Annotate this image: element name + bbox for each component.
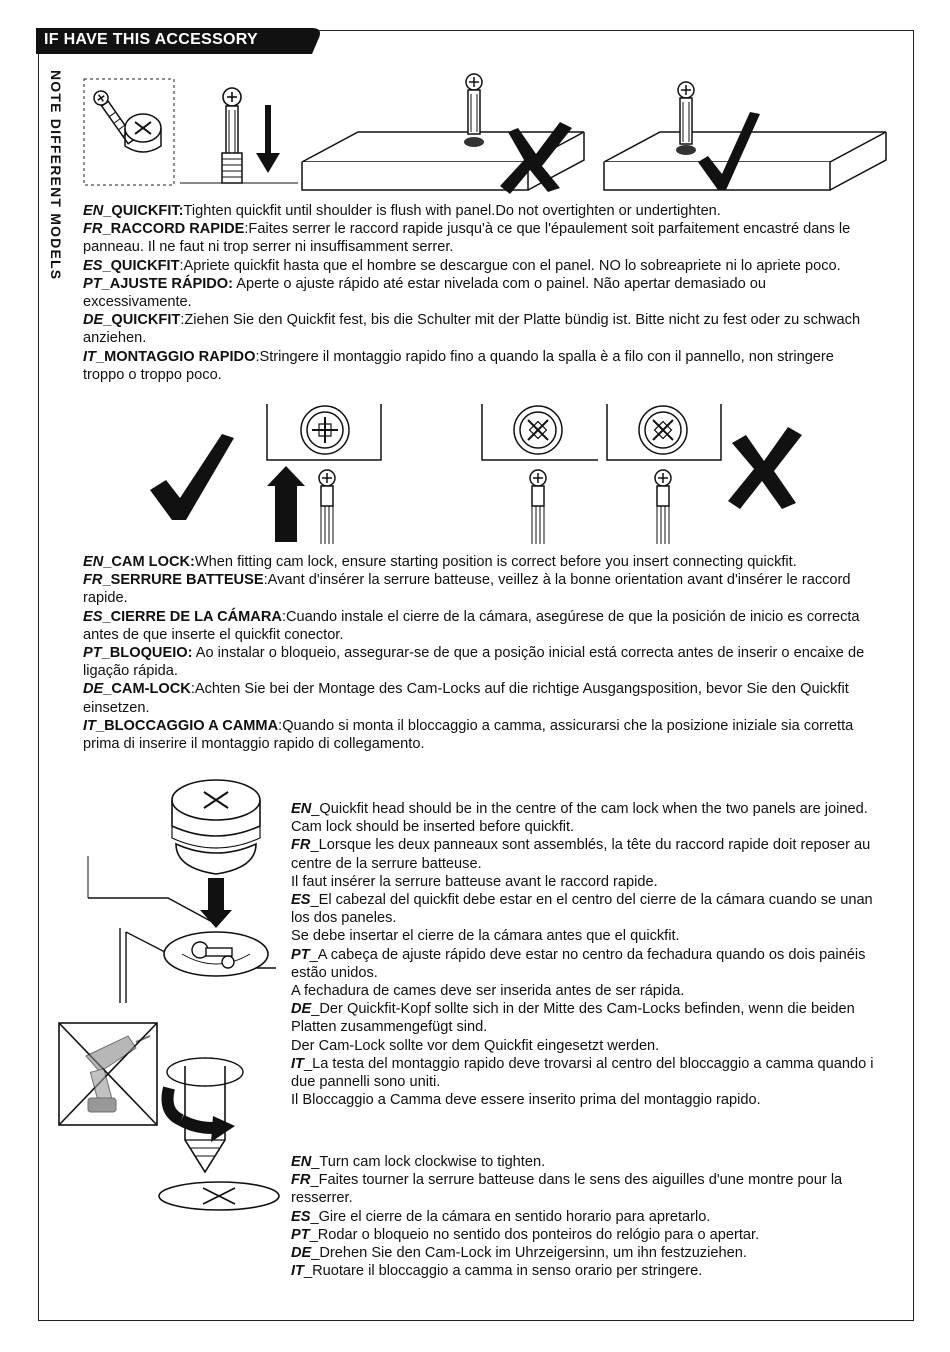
head-fr-2: Il faut insérer la serrure batteuse avant le raccord rapide.: [291, 873, 658, 890]
camlock-text-block: [83, 553, 873, 753]
head-pt-2: A fechadura de cames deve ser inserida antes de ser rápida.: [291, 983, 685, 1000]
quickfit-it: IT_MONTAGGIO RAPIDO:Stringere il montaggio rapido fino a quando la spalla è a filo con il pannello, non stringere troppo o troppo poco.: [83, 348, 834, 383]
camlock-es: ES_CIERRE DE LA CÁMARA:Cuando instale el cierre de la cámara, asegúrese de que la posición de inicio es correcta antes de que inserte el quickfit conector.: [83, 608, 860, 643]
camlock-fr: FR_SERRURE BATTEUSE:Avant d'insérer la serrure batteuse, veillez à la bonne orientation avant d'insérer le raccord rapide.: [83, 572, 851, 607]
camlock-install-illustration: [88, 778, 278, 1003]
quickfit-de: DE_QUICKFIT:Ziehen Sie den Quickfit fest, bis die Schulter mit der Platte bündig ist. Bitte nicht zu fest oder zu schwach anziehen.: [83, 312, 861, 347]
side-note: NOTE DIFFERENT MODELS: [48, 70, 64, 281]
head-it-2: Il Bloccaggio a Camma deve essere inserito prima del montaggio rapido.: [291, 1092, 761, 1109]
turn-it: IT_Ruotare il bloccaggio a camma in senso orario per stringere.: [291, 1263, 703, 1280]
header-title: IF HAVE THIS ACCESSORY: [44, 31, 259, 48]
quickfit-insert-illustration: [180, 85, 300, 190]
turn-clockwise-illustration: [155, 1060, 280, 1210]
quickfit-correct-illustration: [600, 72, 890, 197]
turn-fr: FR_Faites tourner la serrure batteuse dans le sens des aiguilles d'une montre pour la resserrer.: [291, 1172, 843, 1207]
head-fr: FR_Lorsque les deux panneaux sont assemblés, la tête du raccord rapide doit reposer au centre de la serrure batteuse.: [291, 837, 871, 872]
camlock-wrong-illustration-2: [605, 404, 725, 544]
quickfit-fr: FR_RACCORD RAPIDE:Faites serrer le raccord rapide jusqu'à ce que l'épaulement soit parfaitement encastré dans le panneau. Il ne faut ni trop serrer ni insuffisamment serrer.: [83, 221, 851, 256]
head-it: IT_La testa del montaggio rapido deve trovarsi al centro del bloccaggio a camma quando i due pannelli sono uniti.: [291, 1055, 874, 1091]
head-en-2: Cam lock should be inserted before quickfit.: [291, 819, 575, 836]
camlock-pt: PT_BLOQUEIO: Ao instalar o bloqueio, assegurar-se de que a posição inicial está correcta antes de inserir o encaixe de ligação rápida.: [83, 645, 865, 680]
turn-en: EN_Turn cam lock clockwise to tighten.: [291, 1154, 546, 1170]
head-es: ES_El cabezal del quickfit debe estar en el centro del cierre de la cámara cuando se unan los dos paneles.: [291, 892, 873, 927]
camlock-it: IT_BLOCCAGGIO A CAMMA:Quando si monta il bloccaggio a camma, assicurarsi che la posizione iniziale sia corretta prima di inserire il montaggio rapido di collegamento.: [83, 717, 854, 753]
head-text-block: [291, 800, 881, 1109]
head-de: DE_Der Quickfit-Kopf sollte sich in der Mitte des Cam-Locks befinden, wenn die beiden Platten zusammengefügt sind.: [291, 1001, 855, 1036]
camlock-correct-check-icon: [148, 430, 238, 522]
quickfit-text-block: [83, 202, 873, 384]
head-en: EN_Quickfit head should be in the centre of the cam lock when the two panels are joined.: [291, 801, 868, 817]
turn-text-block: [291, 1153, 881, 1280]
turn-pt: PT_Rodar o bloqueio no sentido dos ponteiros do relógio para o apertar.: [291, 1226, 760, 1243]
head-pt: PT_A cabeça de ajuste rápido deve estar no centro da fechadura quando os dois painéis estão unidos.: [291, 946, 866, 981]
camlock-en: EN_CAM LOCK:When fitting cam lock, ensure starting position is correct before you insert connecting quickfit.: [83, 554, 797, 570]
camlock-wrong-cross-icon: [726, 425, 806, 510]
camlock-wrong-illustration-1: [480, 404, 600, 544]
camlock-de: DE_CAM-LOCK:Achten Sie bei der Montage des Cam-Locks auf die richtige Ausgangsposition, bevor Sie den Quickfit einsetzen.: [83, 681, 849, 716]
head-de-2: Der Cam-Lock sollte vor dem Quickfit eingesetzt werden.: [291, 1037, 660, 1054]
quickfit-es: ES_QUICKFIT:Apriete quickfit hasta que el hombre se descargue con el panel. NO lo sobreapriete ni lo apriete poco.: [83, 257, 841, 274]
no-power-drill-icon: [58, 1022, 158, 1126]
head-es-2: Se debe insertar el cierre de la cámara antes que el quickfit.: [291, 928, 680, 945]
turn-de: DE_Drehen Sie den Cam-Lock im Uhrzeigersinn, um ihn festzuziehen.: [291, 1245, 747, 1262]
quickfit-en: EN_QUICKFIT:Tighten quickfit until shoulder is flush with panel.Do not overtighten or undertighten.: [83, 203, 721, 219]
turn-es: ES_Gire el cierre de la cámara en sentido horario para apretarlo.: [291, 1208, 711, 1225]
quickfit-wrong-illustration: [298, 72, 588, 197]
camlock-correct-illustration: [265, 404, 385, 544]
quickfit-parts-illustration: [83, 78, 175, 186]
quickfit-pt: PT_AJUSTE RÁPIDO: Aperte o ajuste rápido até estar nivelada com o painel. Não apertar demasiado ou excessivamente.: [83, 275, 767, 311]
